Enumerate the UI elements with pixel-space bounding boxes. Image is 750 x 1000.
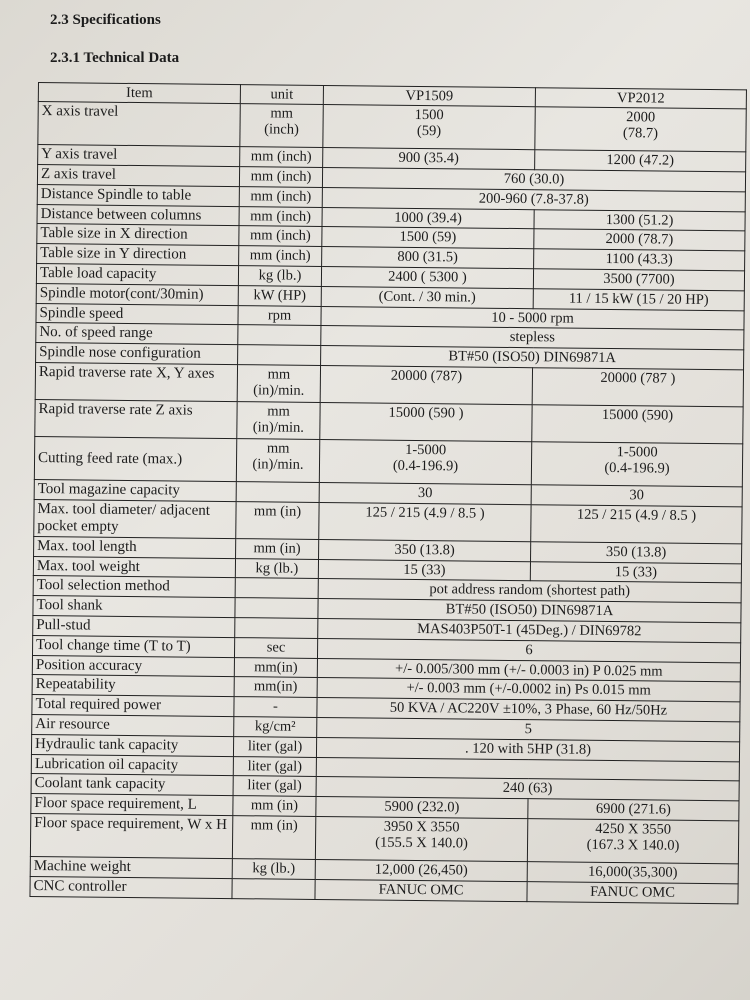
row-unit: mm(in) bbox=[234, 677, 317, 698]
row-label: Z axis travel bbox=[37, 165, 239, 187]
row-value-2: 125 / 215 (4.9 / 8.5 ) bbox=[531, 504, 742, 543]
row-label: Spindle speed bbox=[36, 303, 238, 325]
technical-data-table bbox=[29, 82, 746, 904]
row-value-2: 1-5000 (0.4-196.9) bbox=[531, 442, 742, 487]
row-value-1: 12,000 (26,450) bbox=[315, 859, 527, 881]
row-unit bbox=[238, 325, 321, 346]
row-unit: mm (inch) bbox=[239, 226, 322, 247]
row-label: Machine weight bbox=[30, 856, 232, 878]
row-label: Table size in X direction bbox=[37, 224, 239, 246]
row-value-2: 6900 (271.6) bbox=[528, 799, 739, 821]
row-label: Spindle motor(cont/30min) bbox=[36, 283, 238, 305]
row-value-1: 5900 (232.0) bbox=[316, 797, 528, 819]
row-label: Tool change time (T to T) bbox=[32, 635, 234, 657]
header-item: Item bbox=[38, 83, 240, 104]
row-unit: kg/cm² bbox=[234, 717, 317, 738]
row-label: Repeatability bbox=[32, 675, 234, 697]
row-label: Position accuracy bbox=[32, 655, 234, 677]
row-value: stepless bbox=[321, 326, 744, 350]
row-unit: liter (gal) bbox=[233, 756, 316, 777]
table-row bbox=[38, 102, 746, 152]
row-unit: kW (HP) bbox=[238, 285, 321, 306]
row-label: Floor space requirement, L bbox=[31, 794, 233, 816]
section-title: 2.3 Specifications bbox=[50, 12, 161, 28]
row-value: MAS403P50T-1 (45Deg.) / DIN69782 bbox=[318, 618, 741, 642]
row-unit: mm (in) bbox=[232, 816, 315, 860]
row-value-2: 11 / 15 kW (15 / 20 HP) bbox=[533, 289, 744, 311]
table-row bbox=[34, 436, 742, 486]
row-label: Lubrication oil capacity bbox=[31, 754, 233, 776]
row-unit: liter (gal) bbox=[233, 776, 316, 797]
row-value-1: 1500 (59) bbox=[322, 227, 534, 249]
row-unit: liter (gal) bbox=[233, 736, 316, 757]
row-value-2: 16,000(35,300) bbox=[527, 862, 738, 884]
row-value-1: (Cont. / 30 min.) bbox=[321, 286, 533, 308]
row-label: Tool magazine capacity bbox=[34, 479, 236, 501]
row-value-1: 900 (35.4) bbox=[323, 148, 535, 170]
row-value-1: 15000 (590 ) bbox=[320, 402, 532, 441]
row-value-1: 125 / 215 (4.9 / 8.5 ) bbox=[319, 502, 531, 541]
row-value: 240 (63) bbox=[316, 777, 739, 801]
row-value: +/- 0.005/300 mm (+/- 0.0003 in) P 0.025 mm bbox=[317, 658, 740, 682]
row-label: Max. tool length bbox=[34, 536, 236, 558]
row-value: 10 - 5000 rpm bbox=[321, 306, 744, 330]
subsection-title: 2.3.1 Technical Data bbox=[50, 50, 180, 66]
row-value-1: 1500 (59) bbox=[323, 105, 535, 150]
row-unit: mm (in) bbox=[233, 796, 316, 817]
row-unit: kg (lb.) bbox=[238, 266, 321, 287]
row-value-2: 4250 X 3550 (167.3 X 140.0) bbox=[527, 819, 738, 864]
row-value-1: 800 (31.5) bbox=[322, 247, 534, 269]
row-value-2: 30 bbox=[531, 485, 742, 507]
row-label: Air resource bbox=[32, 714, 234, 736]
row-value: 200-960 (7.8-37.8) bbox=[322, 187, 745, 211]
row-value-1: 350 (13.8) bbox=[319, 539, 531, 561]
row-value-2: 15 (33) bbox=[530, 561, 741, 583]
row-label: Y axis travel bbox=[38, 145, 240, 167]
row-label: Distance Spindle to table bbox=[37, 184, 239, 206]
row-label: Distance between columns bbox=[37, 204, 239, 226]
row-label: Table load capacity bbox=[36, 264, 238, 286]
row-unit: mm (inch) bbox=[240, 104, 323, 148]
row-label: Max. tool weight bbox=[33, 556, 235, 578]
row-value-2: 3500 (7700) bbox=[533, 269, 744, 291]
row-label: Spindle nose configuration bbox=[36, 343, 238, 365]
row-label: No. of speed range bbox=[36, 323, 238, 345]
row-value-1: 2400 ( 5300 ) bbox=[321, 266, 533, 288]
row-unit: - bbox=[234, 697, 317, 718]
row-label: Pull-stud bbox=[33, 615, 235, 637]
row-unit bbox=[236, 482, 319, 503]
row-unit bbox=[238, 345, 321, 366]
row-unit: mm (in) bbox=[236, 538, 319, 559]
row-unit: kg (lb.) bbox=[235, 558, 318, 579]
row-unit: mm (inch) bbox=[239, 167, 322, 188]
row-label: Rapid traverse rate X, Y axes bbox=[35, 362, 237, 401]
row-label: Cutting feed rate (max.) bbox=[34, 436, 236, 481]
row-label: Table size in Y direction bbox=[37, 244, 239, 266]
row-unit: mm (inch) bbox=[239, 206, 322, 227]
row-unit bbox=[235, 618, 318, 639]
row-unit: mm(in) bbox=[234, 657, 317, 678]
row-value: BT#50 (ISO50) DIN69871A bbox=[321, 346, 744, 370]
row-value-2: 2000 (78.7) bbox=[534, 229, 745, 251]
row-value-1: FANUC OMC bbox=[315, 879, 527, 901]
row-value-1: 20000 (787) bbox=[320, 365, 532, 404]
row-label: Rapid traverse rate Z axis bbox=[35, 399, 237, 438]
row-label: CNC controller bbox=[30, 876, 232, 898]
header-model-1: VP1509 bbox=[323, 85, 535, 106]
row-value-2: 1200 (47.2) bbox=[535, 150, 746, 172]
row-label: Tool selection method bbox=[33, 576, 235, 598]
row-value-2: 15000 (590) bbox=[532, 405, 743, 444]
row-unit: mm (inch) bbox=[239, 246, 322, 267]
row-unit: mm (inch) bbox=[240, 147, 323, 168]
row-value: pot address random (shortest path) bbox=[318, 579, 741, 603]
row-unit: rpm bbox=[238, 305, 321, 326]
header-unit: unit bbox=[240, 85, 323, 105]
header-model-2: VP2012 bbox=[535, 88, 746, 109]
row-unit: mm (in)/min. bbox=[236, 439, 319, 483]
row-unit: sec bbox=[234, 637, 317, 658]
row-unit: mm (in)/min. bbox=[237, 365, 320, 403]
row-unit: mm (in) bbox=[236, 501, 319, 539]
row-value-2: FANUC OMC bbox=[527, 881, 738, 903]
row-value: 6 bbox=[317, 638, 740, 662]
row-unit bbox=[235, 598, 318, 619]
row-value: BT#50 (ISO50) DIN69871A bbox=[318, 599, 741, 623]
row-value-2: 1300 (51.2) bbox=[534, 209, 745, 231]
row-value-2: 2000 (78.7) bbox=[535, 107, 746, 152]
row-value-2: 350 (13.8) bbox=[531, 541, 742, 563]
row-unit: kg (lb.) bbox=[232, 859, 315, 880]
row-value-1: 3950 X 3550 (155.5 X 140.0) bbox=[315, 816, 527, 861]
row-value-1: 1000 (39.4) bbox=[322, 207, 534, 229]
row-label: Max. tool diameter/ adjacent pocket empty bbox=[34, 499, 236, 538]
row-value: +/- 0.003 mm (+/-0.0002 in) Ps 0.015 mm bbox=[317, 678, 740, 702]
row-label: X axis travel bbox=[38, 102, 240, 147]
row-unit: mm (inch) bbox=[239, 186, 322, 207]
row-unit: mm (in)/min. bbox=[237, 402, 320, 440]
row-value: 50 KVA / AC220V ±10%, 3 Phase, 60 Hz/50Hz bbox=[317, 698, 740, 722]
row-value-1: 1-5000 (0.4-196.9) bbox=[319, 439, 531, 484]
row-label: Floor space requirement, W x H bbox=[30, 813, 232, 858]
row-label: Tool shank bbox=[33, 596, 235, 618]
row-unit bbox=[232, 878, 315, 899]
row-value: 5 bbox=[317, 717, 740, 741]
row-value: 760 (30.0) bbox=[322, 168, 745, 192]
row-value: . 120 with 5HP (31.8) bbox=[316, 737, 739, 761]
row-label: Total required power bbox=[32, 695, 234, 717]
row-value-1: 15 (33) bbox=[318, 559, 530, 581]
row-label: Hydraulic tank capacity bbox=[31, 734, 233, 756]
row-label: Coolant tank capacity bbox=[31, 774, 233, 796]
row-value-2: 1100 (43.3) bbox=[534, 249, 745, 271]
row-value-1: 30 bbox=[319, 482, 531, 504]
table-row bbox=[30, 813, 738, 863]
row-value-2: 20000 (787 ) bbox=[532, 368, 743, 407]
row-unit bbox=[235, 578, 318, 599]
